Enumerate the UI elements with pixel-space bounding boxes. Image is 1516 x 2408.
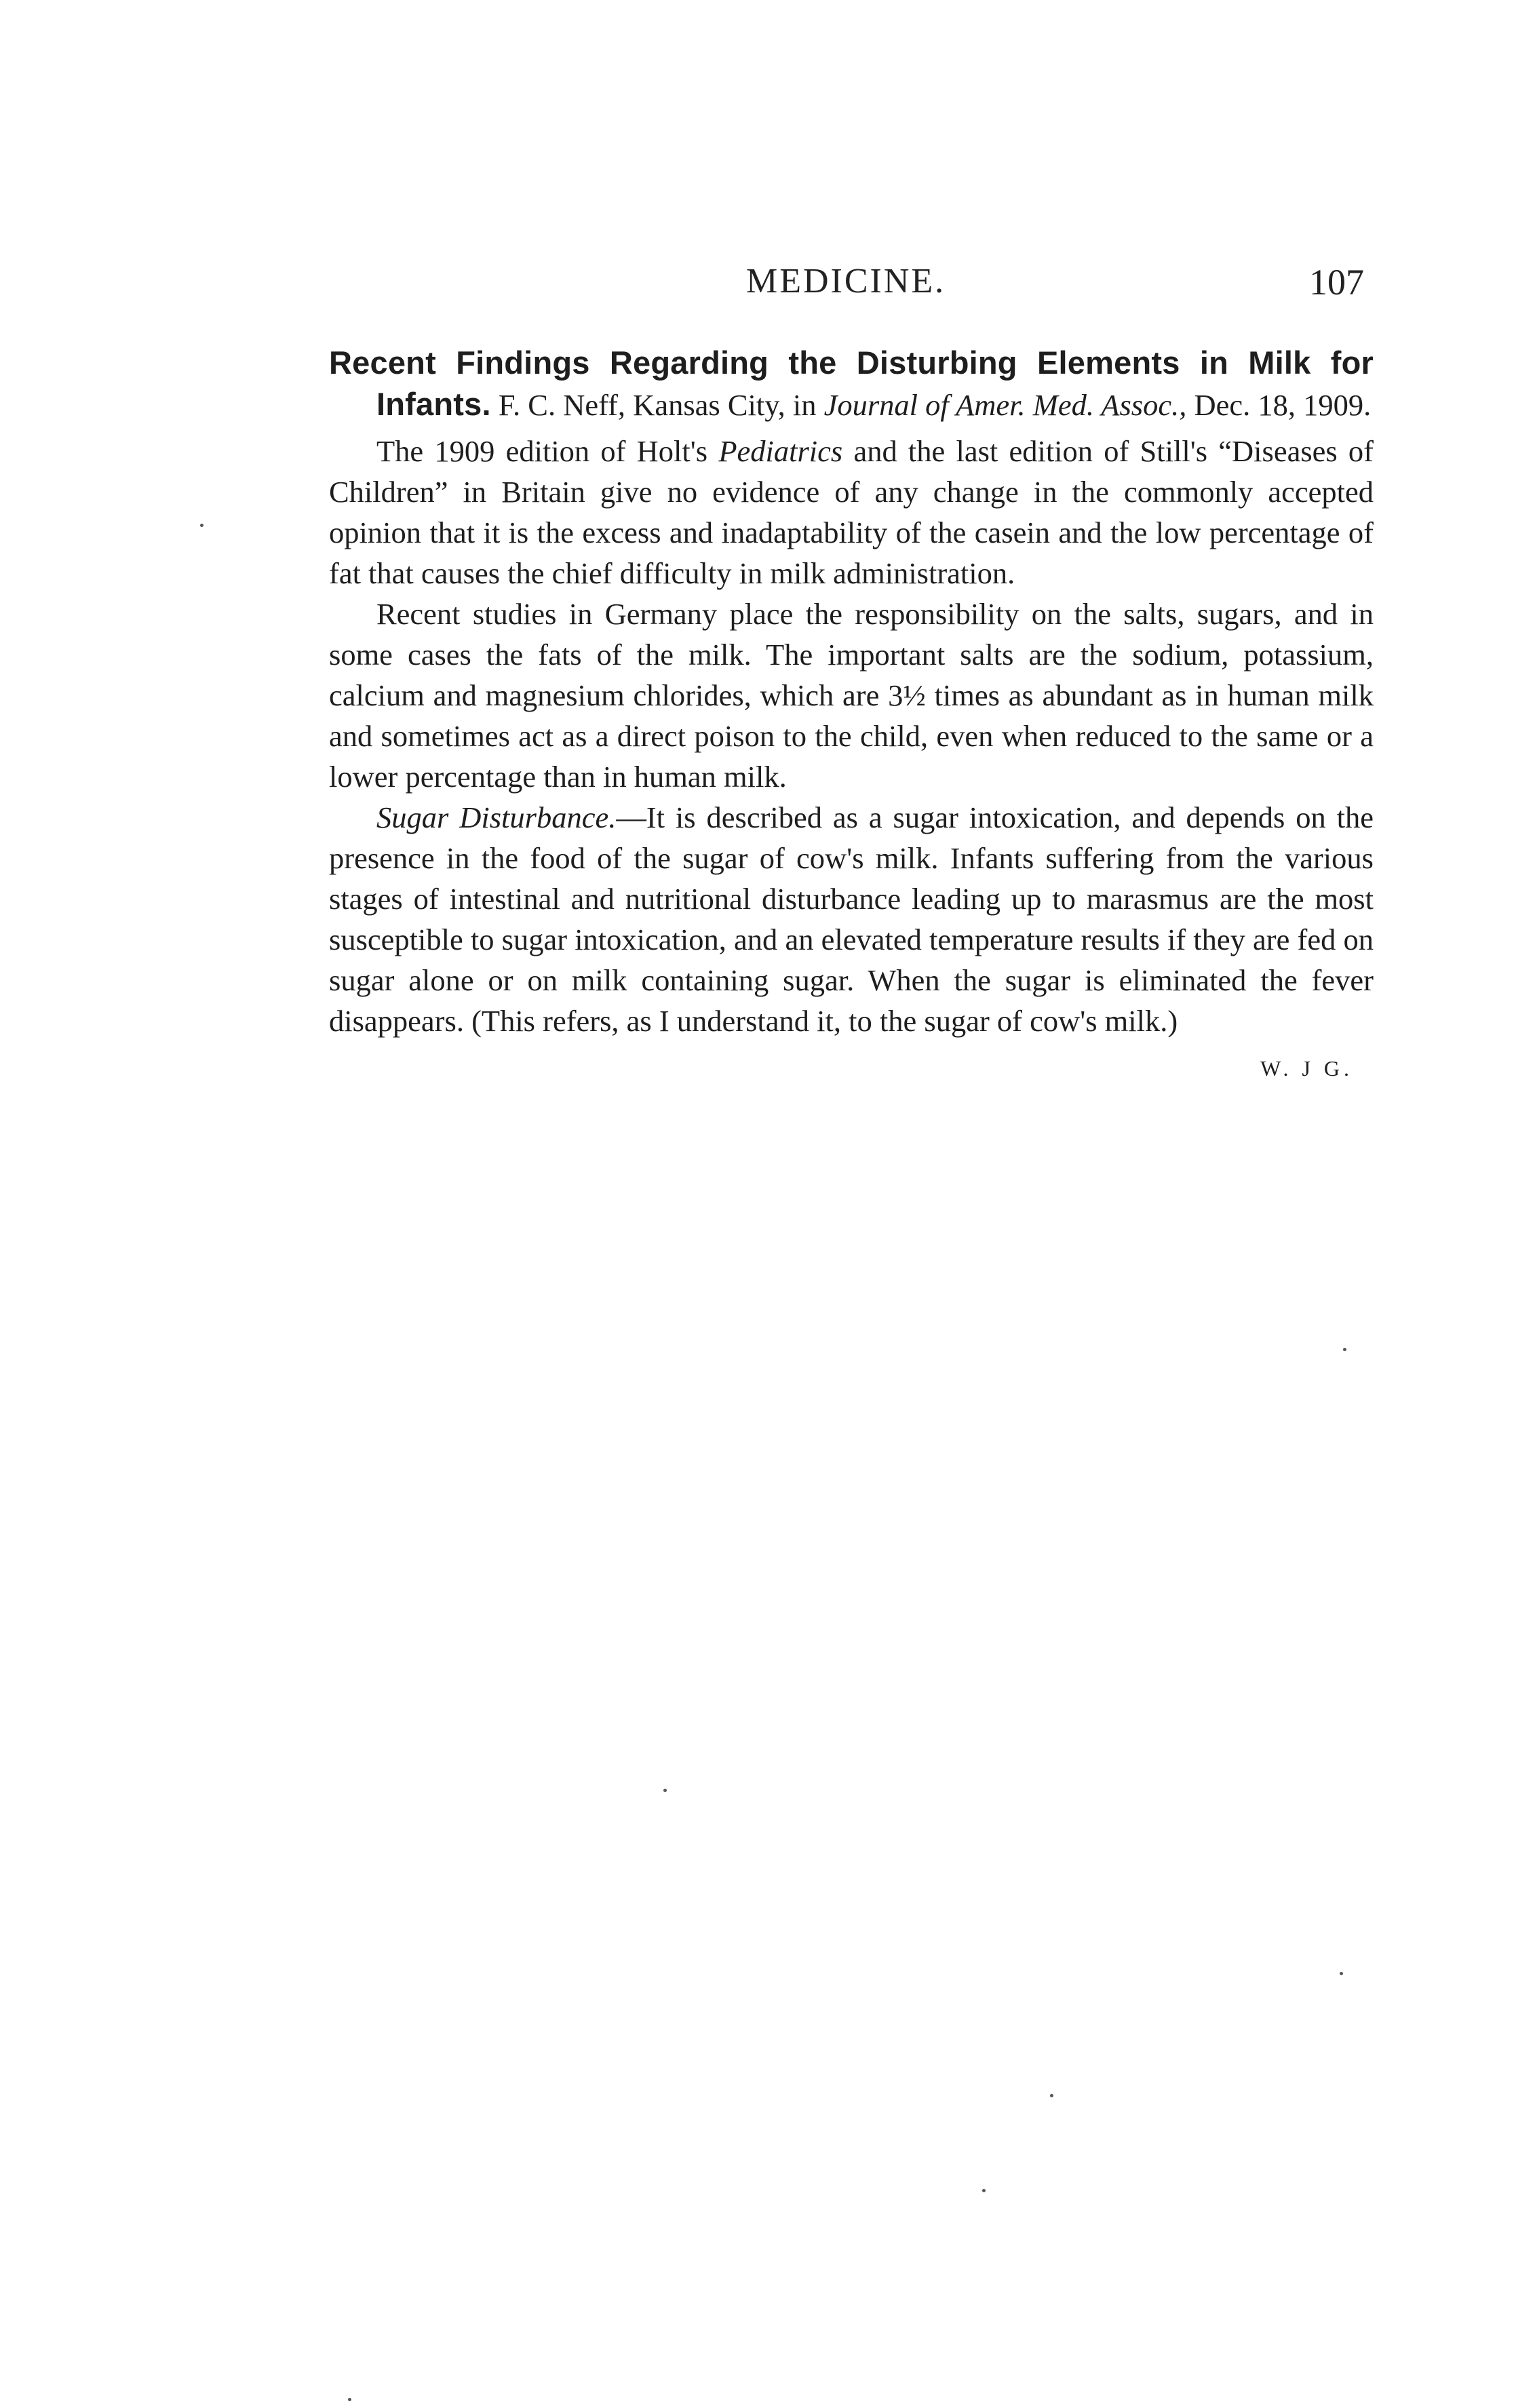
article-heading	[329, 343, 1374, 425]
paragraph-1	[329, 431, 1374, 594]
paragraph-1-part1: The 1909 edition of Holt's	[376, 434, 708, 468]
scan-speck	[348, 2398, 351, 2401]
paragraph-1-part2: and the last edition of Still's “Diseases of Children” in Britain give no evidence of any change in the commonly accepted opinion that it is the excess and inadaptability of the casein and the low percentage of fat that causes the chief difficulty in milk administration.	[329, 434, 1374, 590]
paragraph-3-text: —It is described as a sugar intoxication, and depends on the presence in the food of the sugar of cow's milk. Infants suffering from the various stages of intestinal and nutritional disturbance leading up to marasmus are the most susceptible to sugar intoxication, and an elevated temperature results if they are fed on sugar alone or on milk containing sugar. When the sugar is eliminated the fever disappears. (This refers, as I understand it, to the sugar of cow's milk.)	[329, 800, 1374, 1038]
citation-date: Dec. 18, 1909.	[1194, 388, 1372, 422]
paragraph-1-italic: Pediatrics	[718, 434, 843, 468]
signature: W. J G.	[1260, 1056, 1353, 1081]
scan-speck	[1050, 2094, 1053, 2097]
paragraph-3-lead: Sugar Disturbance.	[376, 800, 617, 834]
scan-speck	[1343, 1348, 1346, 1351]
page-number: 107	[1309, 262, 1364, 303]
article-body	[329, 343, 1374, 1089]
running-head: MEDICINE.	[746, 262, 946, 300]
scan-speck	[663, 1789, 667, 1792]
article-title: Recent Findings Regarding the Disturbing Elements in Milk for Infants.	[329, 345, 1374, 422]
scan-speck	[982, 2189, 986, 2192]
scan-speck	[1340, 1972, 1343, 1975]
paragraph-2: Recent studies in Germany place the responsibility on the salts, sugars, and in some cases the fats of the milk. The important salts are the sodium, potassium, calcium and magnesium chlorides, which are 3½ times as abundant as in human milk and sometimes act as a direct poison to the child, even when reduced to the same or a lower percentage than in human milk.	[329, 597, 1374, 794]
scan-speck	[200, 524, 203, 527]
paragraph-3	[329, 797, 1374, 1041]
citation-author: F. C. Neff, Kansas City, in	[498, 388, 817, 422]
citation-journal: Journal of Amer. Med. Assoc.,	[823, 388, 1187, 422]
